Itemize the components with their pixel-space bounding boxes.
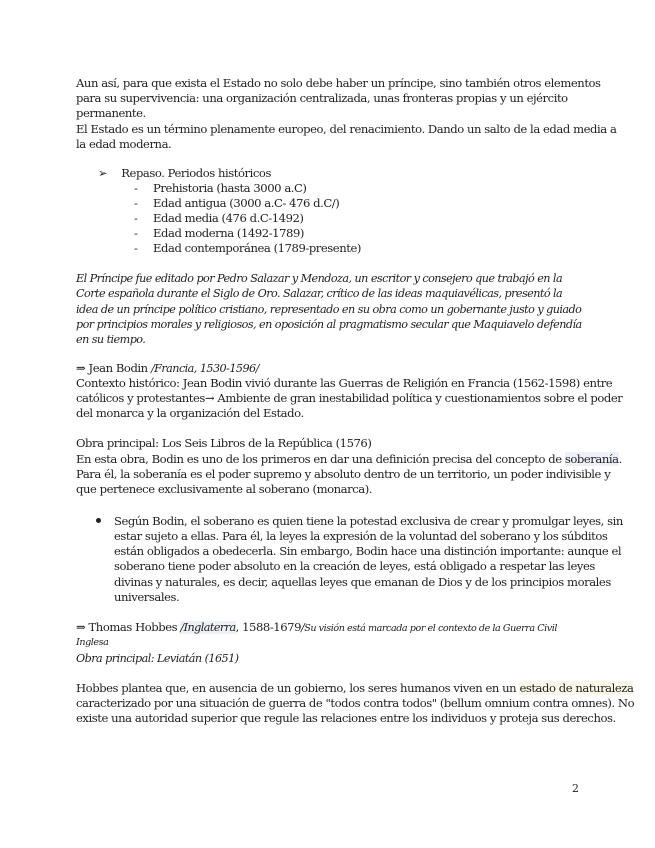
implies-arrow-icon: ⇒ xyxy=(76,361,86,375)
hobbes-paragraph-line: Hobbes plantea que, en ausencia de un gobierno, los seres humanos viven en un estado de naturaleza xyxy=(76,681,634,695)
author-detail-highlighted: /Inglaterra xyxy=(180,621,236,634)
period-item: - Edad contemporánea (1789-presente) xyxy=(134,241,361,255)
hobbes-paragraph-line: caracterizado por una situación de guerra de "todos contra todos" (bellum omnium contra omnes). No xyxy=(76,696,635,710)
intro-line: la edad moderna. xyxy=(76,137,172,151)
note-line: en su tiempo. xyxy=(76,333,146,346)
period-item: - Edad moderna (1492-1789) xyxy=(134,226,304,240)
hobbes-heading: ⇒ Thomas Hobbes /Inglaterra, 1588-1679/Su visión está marcada por el contexto de la Guerra Civil xyxy=(76,620,557,634)
context-line: católicos y protestantes→ Ambiente de gran inestabilidad política y cuestionamientos sobre el poder xyxy=(76,391,623,405)
definition-line: En esta obra, Bodin es uno de los primeros en dar una definición precisa del concepto de soberanía. xyxy=(76,452,622,466)
author-name: Thomas Hobbes xyxy=(88,620,178,634)
context-note-line: Inglesa xyxy=(76,637,109,648)
intro-line: El Estado es un término plenamente europeo, del renacimiento. Dando un salto de la edad media a xyxy=(76,122,617,136)
bullet-dot-icon xyxy=(96,518,101,523)
repaso-title: Repaso. Periodos históricos xyxy=(121,166,271,180)
bullet-line: están obligados a obedecerla. Sin embargo, Bodin hace una distinción importante: aunque el xyxy=(114,544,622,558)
period-item: - Prehistoria (hasta 3000 a.C) xyxy=(134,181,307,195)
repaso-heading xyxy=(98,166,271,181)
bullet-line: estar sujeto a ellas. Para él, la leyes la expresión de la voluntad del soberano y los súbditos xyxy=(114,529,608,543)
note-line: El Príncipe fue editado por Pedro Salazar y Mendoza, un escritor y consejero que trabajó en la xyxy=(76,272,563,285)
bullet-line: soberano tiene poder absoluto en la creación de leyes, está obligado a respetar las leyes xyxy=(114,559,595,573)
highlighted-term: estado de naturaleza xyxy=(519,681,634,695)
period-item: - Edad media (476 d.C-1492) xyxy=(134,211,304,225)
definition-line: que pertenece exclusivamente al soberano (monarca). xyxy=(76,482,373,496)
note-line: idea de un príncipe político cristiano, representado en su obra como un gobernante justo y guiado xyxy=(76,303,582,316)
author-dates: , 1588-1679 xyxy=(235,620,301,634)
highlighted-term: soberanía xyxy=(564,452,619,466)
context-note: Su visión está marcada por el contexto de la Guerra Civil xyxy=(304,623,557,634)
intro-line: permanente. xyxy=(76,106,146,120)
bullet-line: divinas y naturales, es decir, aquellas leyes que emanan de Dios y de los principios morales xyxy=(114,575,611,589)
author-name: Jean Bodin xyxy=(88,361,148,375)
implies-arrow-icon: ⇒ xyxy=(76,620,86,634)
bullet-line: Según Bodin, el soberano es quien tiene la potestad exclusiva de crear y promulgar leyes, sin xyxy=(114,514,623,528)
context-line: Contexto histórico: Jean Bodin vivió durante las Guerras de Religión en Francia (1562-1598) entre xyxy=(76,376,613,390)
note-line: por principios morales y religiosos, en oposición al pragmatismo secular que Maquiavelo defendía xyxy=(76,318,582,331)
arrowhead-bullet-icon: ➢ xyxy=(98,166,108,180)
period-item: - Edad antigua (3000 a.C- 476 d.C/) xyxy=(134,196,340,210)
bodin-heading xyxy=(76,361,259,376)
definition-line: Para él, la soberanía es el poder supremo y absoluto dentro de un territorio, un poder indivisible y xyxy=(76,467,611,481)
context-line: del monarca y la organización del Estado. xyxy=(76,406,304,420)
page-number: 2 xyxy=(572,782,579,795)
hobbes-paragraph-line: existe una autoridad superior que regule las relaciones entre los individuos y proteja sus derechos. xyxy=(76,711,616,725)
intro-line: para su supervivencia: una organización centralizada, unas fronteras propias y un ejército xyxy=(76,91,568,105)
main-work: Obra principal: Los Seis Libros de la República (1576) xyxy=(76,436,372,450)
bullet-line: universales. xyxy=(114,590,180,604)
intro-line: Aun así, para que exista el Estado no solo debe haber un príncipe, sino también otros elementos xyxy=(76,76,601,90)
note-line: Corte española durante el Siglo de Oro. Salazar, crítico de las ideas maquiavélicas, presentó la xyxy=(76,287,563,300)
author-detail: /Francia, 1530-1596/ xyxy=(150,362,259,375)
main-work: Obra principal: Leviatán (1651) xyxy=(76,652,239,665)
